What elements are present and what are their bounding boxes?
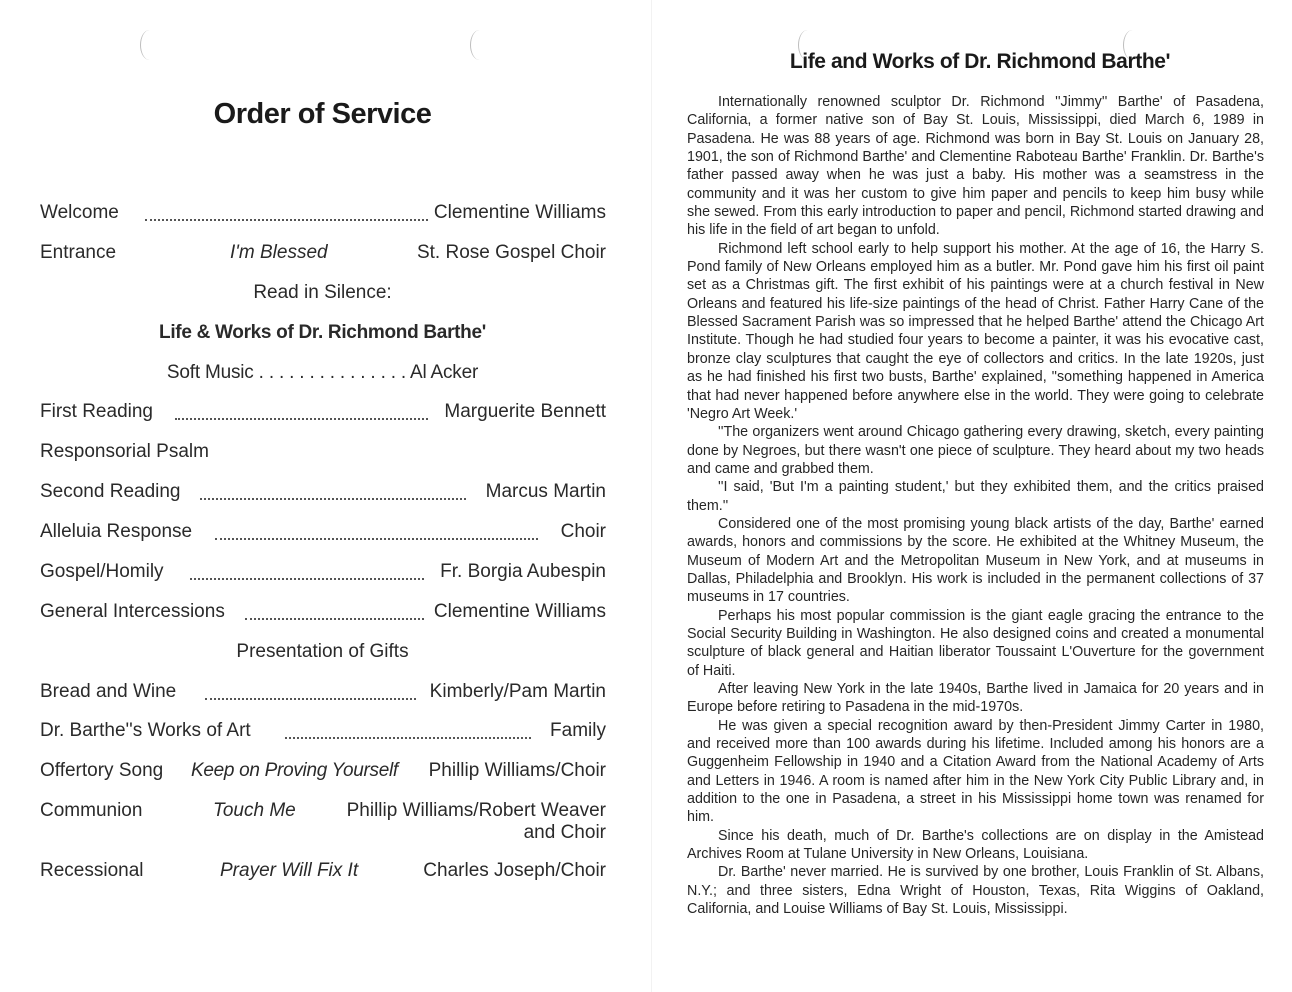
center-fold [651,0,652,992]
life-works-heading: Life & Works of Dr. Richmond Barthe' [159,322,486,343]
service-item-label: Entrance [40,242,122,264]
biography-paragraph: He was given a special recognition award by then-President Jimmy Carter in 1980, and received more than 100 awards during his lifetime. Included among his honors are a Guggenheim Fellowship in 1940 and a Citation Award from the National Academy of Arts and Letters in 1946. A room is named after him in the New York City Public Library and, in addition to the one in Pasadena, a street in his Mississippi home town was renamed for him. [687,717,1264,826]
biography-paragraph: ''I said, 'But I'm a painting student,' but they exhibited them, and the critics praised them.'' [687,479,1264,514]
service-item-second-reading [40,481,606,511]
service-item-responsorial-psalm [40,441,606,471]
order-of-service-title: Order of Service [213,98,432,130]
service-item-label: Offertory Song [40,760,169,782]
biography-page [660,0,1292,992]
biography-paragraph: Considered one of the most promising young black artists of the day, Barthe' earned awards, honors and commissions by the score. He exhibited at the Whitney Museum, the Museum of Modern Art and the Metropolitan Museum in New York, and at museums in Dallas, Philadelphia and Brooklyn. His work is included in the permanent collections of 37 museums in 17 countries. [687,515,1264,606]
biography-body [687,93,1264,918]
punch-hole-mark [470,30,489,60]
service-item-recessional [40,860,606,890]
service-item-performer: Family [546,720,606,742]
biography-paragraph: Dr. Barthe' never married. He is survived by one brother, Louis Franklin of St. Albans, N.Y.; and three sisters, Edna Wright of Houston, Texas, Rita Wiggins of Oakland, California, and Louise Williams of Bay St. Louis, Mississippi. [687,864,1264,918]
soft-music-line: Soft Music . . . . . . . . . . . . . . . Al Acker [166,362,479,383]
service-item-general-intercessions [40,601,606,631]
leader-dots [145,213,428,221]
service-item-performer [343,800,606,844]
service-item-performer: Phillip Williams/Choir [425,760,606,782]
service-item-label: Responsorial Psalm [40,441,215,463]
service-item-alleluia [40,521,606,551]
leader-dots [190,572,424,580]
leader-dots [175,412,428,420]
biography-paragraph: Since his death, much of Dr. Barthe's collections are on display in the Amistead Archives Room at Tulane University in New Orleans, Louisiana. [687,827,1264,863]
leader-dots [245,612,424,620]
service-item-label: Recessional [40,860,150,882]
biography-paragraph: Internationally renowned sculptor Dr. Richmond ''Jimmy'' Barthe' of Pasadena, California, a former native son of Bay St. Louis, Mississippi, died March 6, 1989 in Pasadena. He was 88 years of age. Richmond was born in Bay St. Louis on January 28, 1901, the son of Richmond Barthe' and Clementine Raboteau Barthe' Franklin. Dr. Barthe's father passed away when he was just a baby. His mother was a seamstress in the community and it was her custom to give him paper and pencils to keep him busy while she sewed. From this early introduction to paper and pencil, Richmond started drawing and his life in the field of art began to unfold. [687,94,1264,239]
service-item-label: Second Reading [40,481,187,503]
service-item-performer: Marcus Martin [482,481,606,503]
service-item-song: Prayer Will Fix It [220,860,359,881]
service-item-label: First Reading [40,401,159,423]
presentation-of-gifts-heading: Presentation of Gifts [236,641,409,662]
service-item-label: Communion [40,800,148,822]
biography-paragraph: ''The organizers went around Chicago gathering every drawing, sketch, every painting done by Negroes, but there wasn't one piece of sculpture. They heard about my two heads and came and grabbed them. [687,424,1264,477]
leader-dots [285,731,531,739]
punch-hole-mark [140,30,159,60]
order-of-service-page [0,0,645,992]
service-item-label: Welcome [40,202,125,224]
service-item-performer: Kimberly/Pam Martin [426,681,606,703]
read-in-silence-heading: Read in Silence: [253,282,392,303]
performer-line-2: and Choir [523,822,606,843]
service-item-bread-and-wine [40,681,606,711]
leader-dots [205,692,416,700]
service-item-label: Alleluia Response [40,521,198,543]
service-item-first-reading [40,401,606,431]
service-item-song: Touch Me [213,800,296,821]
performer-line-1: Phillip Williams/Robert Weaver [346,800,606,821]
service-item-performer: Choir [557,521,606,543]
service-item-performer: Marguerite Bennett [440,401,606,423]
leader-dots [215,532,538,540]
service-item-label: Gospel/Homily [40,561,170,583]
service-item-label: General Intercessions [40,601,231,623]
leader-dots [200,492,466,500]
service-item-label: Dr. Barthe''s Works of Art [40,720,257,742]
service-item-performer: Fr. Borgia Aubespin [436,561,606,583]
service-item-label: Bread and Wine [40,681,182,703]
biography-paragraph: Perhaps his most popular commission is the giant eagle gracing the entrance to the Social Security Building in Washington. He also designed coins and created a monumental sculpture of black general and Haitian liberator Toussaint L'Ouverture for the government of Haiti. [687,607,1264,679]
service-item-performer: Clementine Williams [430,202,606,224]
service-item-entrance [40,242,606,272]
service-item-performer: St. Rose Gospel Choir [413,242,606,264]
service-item-communion [40,800,606,850]
service-item-performer: Charles Joseph/Choir [419,860,606,882]
biography-paragraph: Richmond left school early to help support his mother. At the age of 16, the Harry S. Pond family of New Orleans employed him as a butler. Mr. Pond gave him his first oil paint set as a Christmas gift. The first exhibit of his paintings were at a church festival in New Orleans and featured his life-size paintings of the head of Christ. Father Harry Cane of the Blessed Sacrament Parish was so impressed that he helped Barthe' attend the Chicago Art Institute. Though he had studied four years to become a painter, it was his evocative cast, bronze clay sculptures that caught the eye of collectors and critics. In the late 1920s, just as he had finished his first two busts, Barthe' explained, ''something happened in America that had never happened before anywhere else in the world. They were going to celebrate 'Negro Art Week.' [687,240,1264,422]
biography-title: Life and Works of Dr. Richmond Barthe' [789,50,1171,73]
biography-paragraph: After leaving New York in the late 1940s, Barthe lived in Jamaica for 20 years and in Europe before retiring to Pasadena in the mid-1970s. [687,681,1264,716]
service-item-performer: Clementine Williams [430,601,606,623]
service-item-song: I'm Blessed [230,242,328,263]
service-item-offertory-song [40,760,606,790]
service-item-gospel-homily [40,561,606,591]
service-item-welcome [40,202,606,232]
service-item-song: Keep on Proving Yourself [191,760,398,781]
service-item-works-of-art [40,720,606,750]
